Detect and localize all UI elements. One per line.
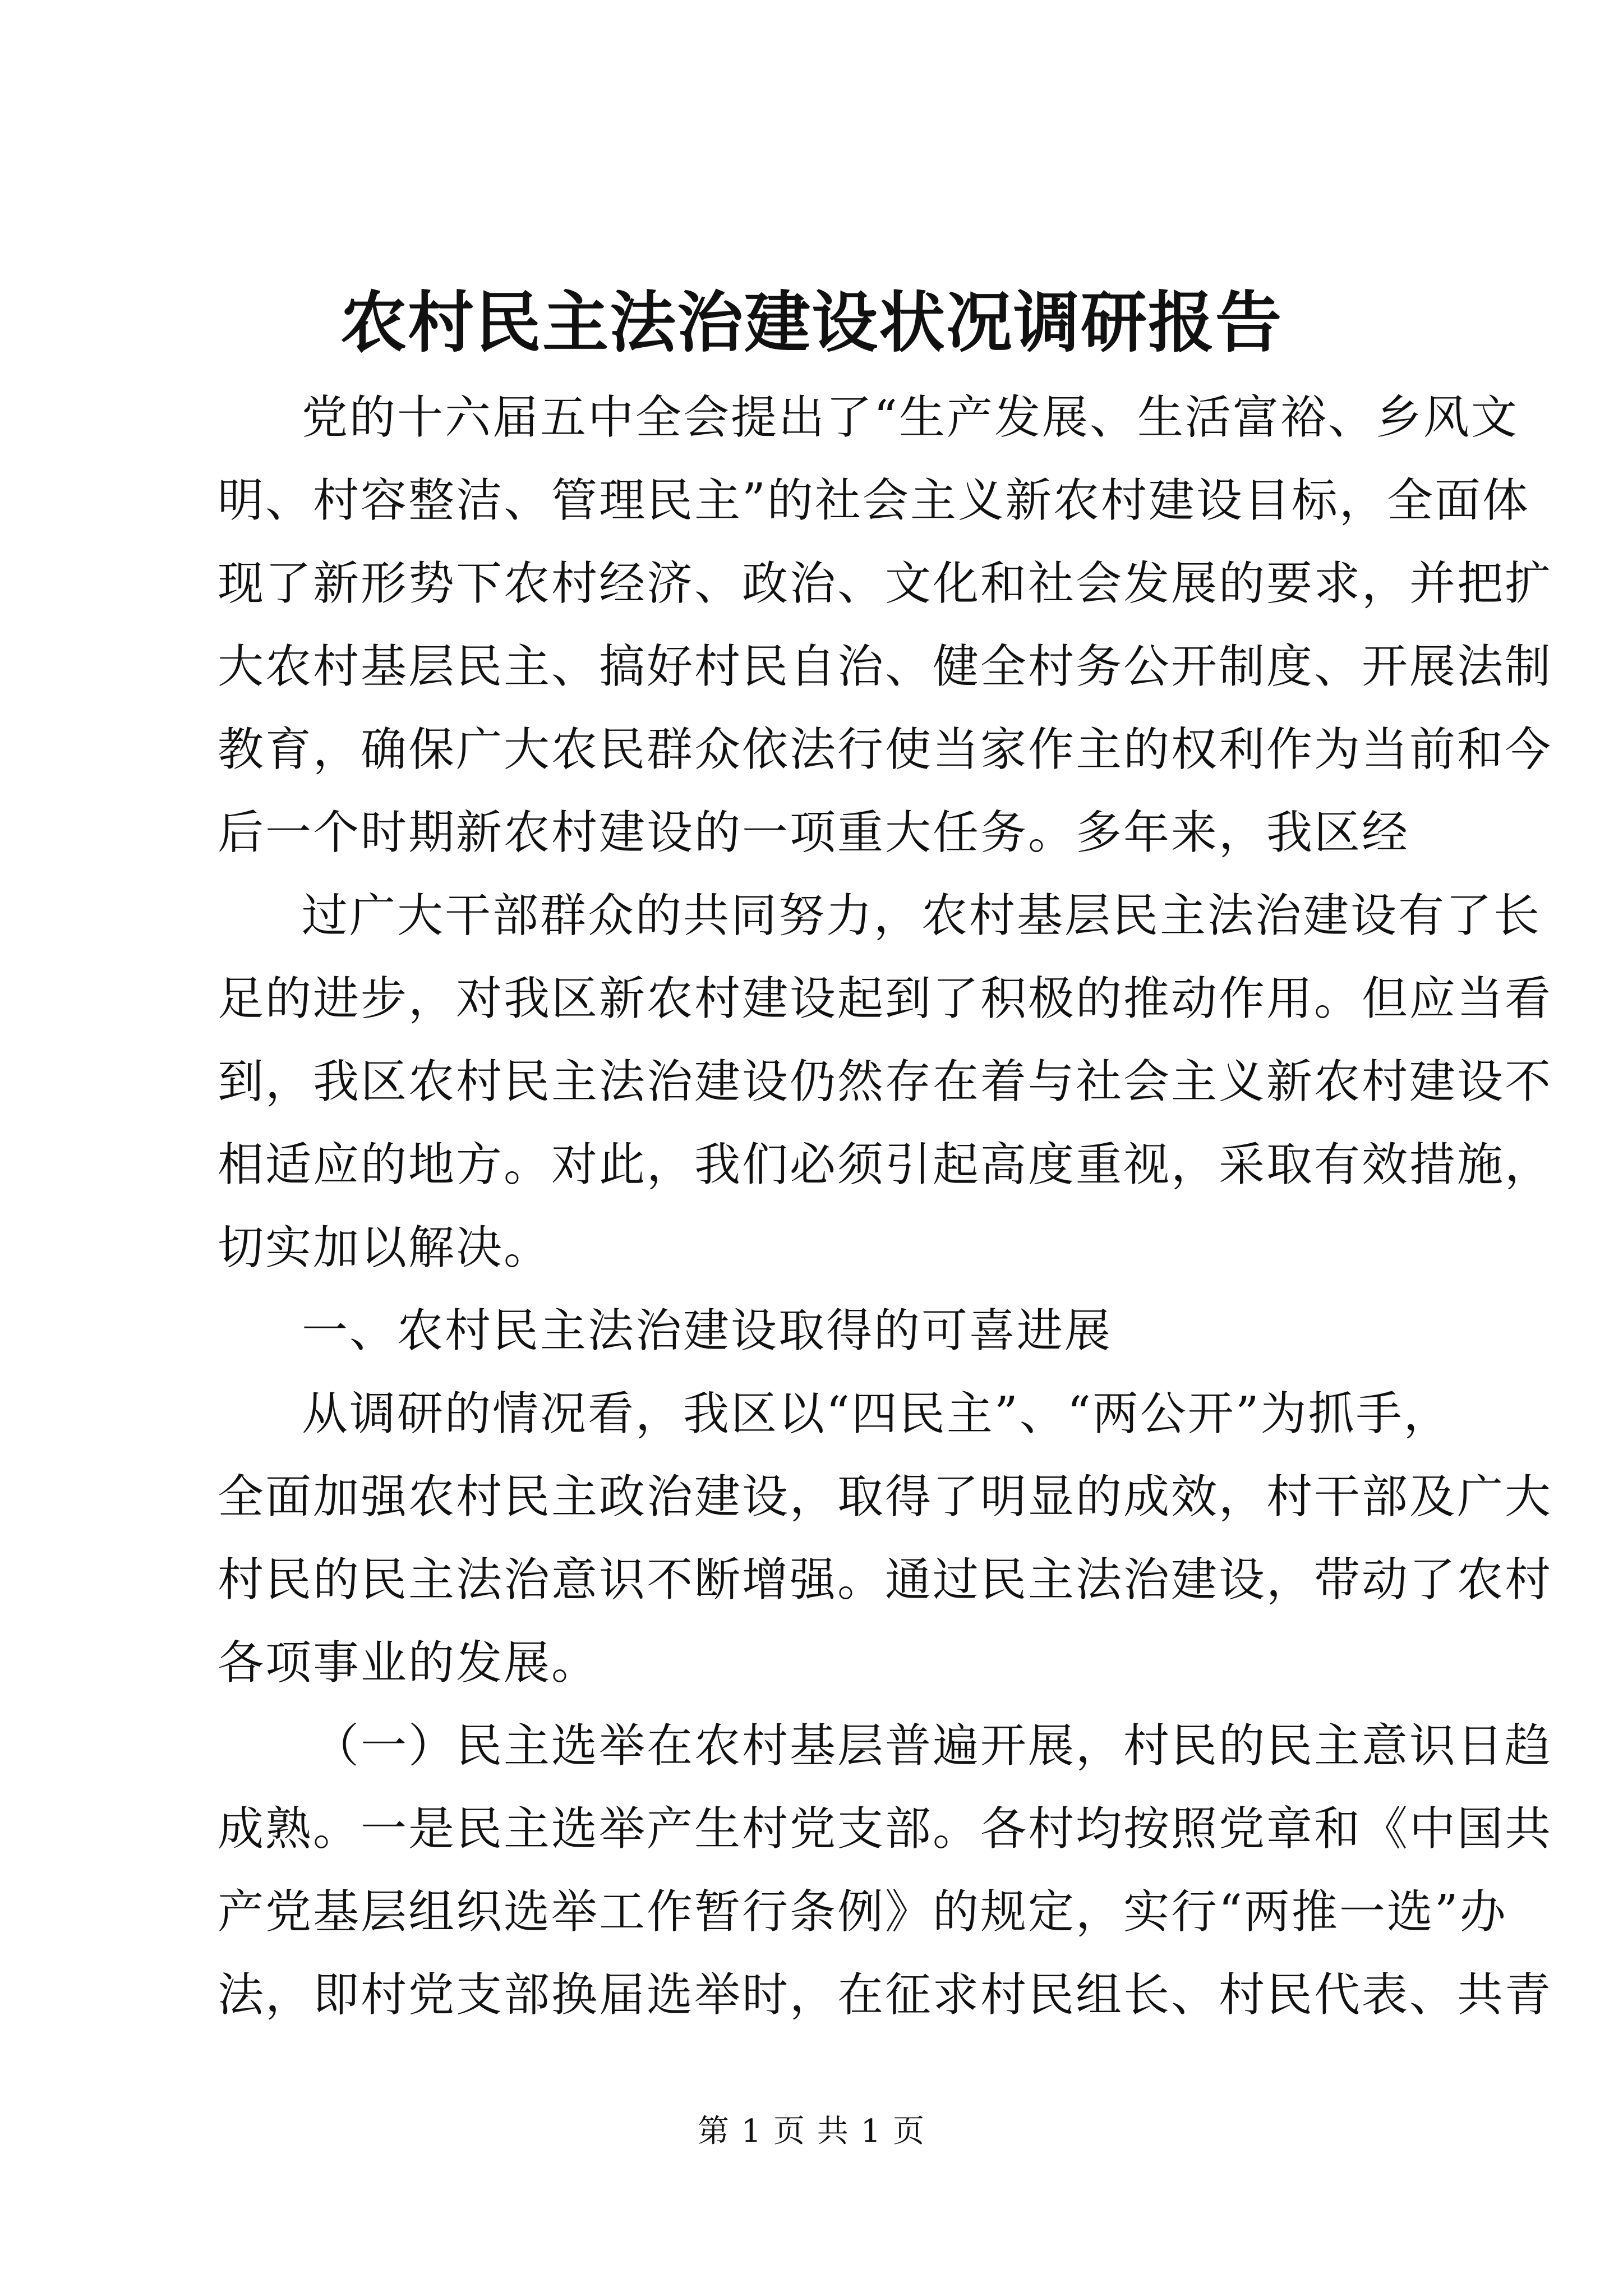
page-number-footer: 第 1 页 共 1 页 bbox=[697, 2113, 926, 2150]
paragraph-line: 现了新形势下农村经济、政治、文化和社会发展的要求，并把扩 bbox=[218, 557, 1553, 610]
paragraph-line: 产党基层组织选举工作暂行条例》的规定，实行“两推一选”办 bbox=[218, 1885, 1507, 1939]
paragraph-line: 足的进步，对我区新农村建设起到了积极的推动作用。但应当看 bbox=[218, 972, 1553, 1025]
paragraph-line: 各项事业的发展。 bbox=[218, 1636, 600, 1690]
paragraph-line: 全面加强农村民主政治建设，取得了明显的成效，村干部及广大 bbox=[218, 1470, 1553, 1524]
paragraph-line: 从调研的情况看，我区以“四民主”、“两公开”为抓手， bbox=[302, 1387, 1451, 1441]
section-heading: 一、农村民主法治建设取得的可喜进展 bbox=[302, 1304, 1113, 1358]
paragraph-line: 成熟。一是民主选举产生村党支部。各村均按照党章和《中国共 bbox=[218, 1802, 1553, 1856]
paragraph-line: 法，即村党支部换届选举时，在征求村民组长、村民代表、共青 bbox=[218, 1968, 1553, 2022]
document-title: 农村民主法治建设状况调研报告 bbox=[340, 283, 1283, 361]
paragraph-line: 切实加以解决。 bbox=[218, 1221, 552, 1274]
paragraph-line: 党的十六届五中全会提出了“生产发展、生活富裕、乡风文 bbox=[302, 391, 1519, 444]
paragraph-line: 相适应的地方。对此，我们必须引起高度重视，采取有效措施， bbox=[218, 1138, 1553, 1191]
paragraph-line: 大农村基层民主、搞好村民自治、健全村务公开制度、开展法制 bbox=[218, 640, 1553, 693]
paragraph-line: （一）民主选举在农村基层普遍开展，村民的民主意识日趋 bbox=[313, 1719, 1553, 1773]
paragraph-line: 后一个时期新农村建设的一项重大任务。多年来，我区经 bbox=[218, 806, 1410, 859]
paragraph-line: 明、村容整洁、管理民主”的社会主义新农村建设目标，全面体 bbox=[218, 474, 1530, 527]
paragraph-line: 村民的民主法治意识不断增强。通过民主法治建设，带动了农村 bbox=[218, 1553, 1553, 1607]
paragraph-line: 教育，确保广大农民群众依法行使当家作主的权利作为当前和今 bbox=[218, 723, 1553, 776]
paragraph-line: 到，我区农村民主法治建设仍然存在着与社会主义新农村建设不 bbox=[218, 1055, 1553, 1108]
paragraph-line: 过广大干部群众的共同努力，农村基层民主法治建设有了长 bbox=[302, 889, 1542, 942]
